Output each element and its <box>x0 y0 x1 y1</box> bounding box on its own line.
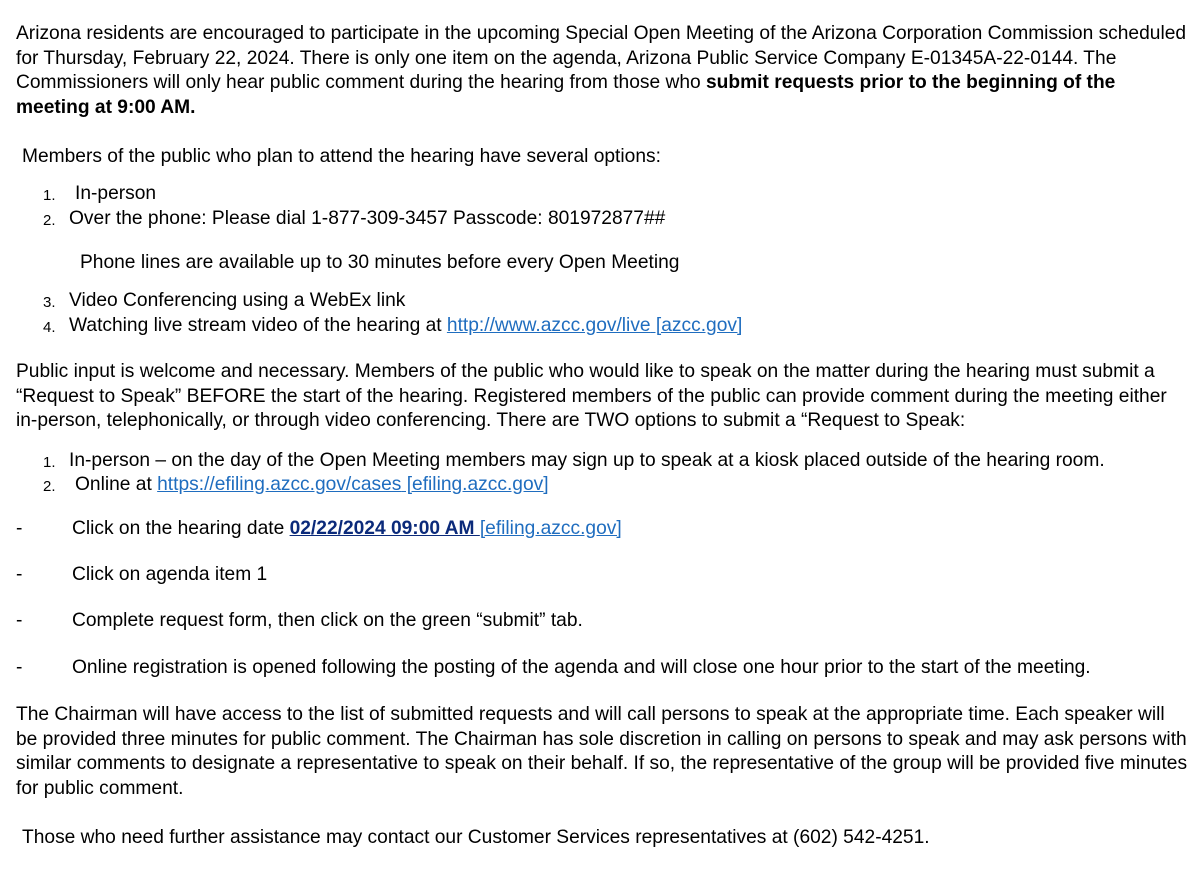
step-dash: - <box>16 564 23 585</box>
step-dash: - <box>16 657 23 678</box>
step-dash: - <box>16 610 23 631</box>
intro-bold-text: submit requests prior to the beginning of the meeting at 9:00 AM. <box>16 72 1116 118</box>
step-text: Click on agenda item 1 <box>72 564 268 585</box>
live-stream-link-suffix: [azcc.gov] <box>650 315 743 336</box>
list-number: 2. <box>43 212 56 229</box>
hearing-date-link[interactable]: 02/22/2024 09:00 AM <box>289 518 480 539</box>
contact-paragraph: Those who need further assistance may contact our Customer Services representatives at (602) 542-4251. <box>22 827 930 848</box>
list-text: In-person – on the day of the Open Meeting members may sign up to speak at a kiosk placed outside of the hearing room. <box>69 450 1105 471</box>
list-number: 2. <box>43 478 56 495</box>
efiling-cases-link[interactable] <box>157 474 548 495</box>
list-number: 1. <box>43 454 56 471</box>
list-number: 1. <box>43 187 56 204</box>
list-text: Over the phone: Please dial 1-877-309-3457 Passcode: 801972877## <box>69 208 666 229</box>
step-dash: - <box>16 518 23 539</box>
efiling-cases-link-text: https://efiling.azcc.gov/cases <box>157 474 402 495</box>
live-stream-link[interactable] <box>447 315 742 336</box>
step-text-with-link <box>72 517 622 542</box>
public-input-paragraph: Public input is welcome and necessary. Members of the public who would like to speak on the matter during the hearing must submit a “Request to Speak” BEFORE the start of the hearing. Registered members of the public can provide comment during the meeting either in-person, telephonically, or through video conferencing. There are TWO options to submit a “Request to Speak: <box>16 361 1167 431</box>
intro-paragraph <box>16 22 1191 120</box>
step-text: Online registration is opened following the posting of the agenda and will close one hour prior to the start of the meeting. <box>72 657 1091 678</box>
efiling-cases-link-suffix: [efiling.azcc.gov] <box>401 474 549 495</box>
chairman-paragraph: The Chairman will have access to the list of submitted requests and will call persons to speak at the appropriate time. Each speaker will be provided three minutes for public comment. The Chairman has sole discretion in calling on persons to speak and may ask persons with similar comments to designate a representative to speak on their behalf. If so, the representative of the group will be provided five minutes for public comment. <box>16 704 1188 799</box>
phone-note: Phone lines are available up to 30 minutes before every Open Meeting <box>80 252 680 273</box>
list-text: Watching live stream video of the hearing at <box>69 315 447 336</box>
hearing-date-link-suffix[interactable]: [efiling.azcc.gov] <box>479 518 622 539</box>
step-text: Complete request form, then click on the green “submit” tab. <box>72 610 583 631</box>
list-number: 4. <box>43 319 56 336</box>
live-stream-link-text: http://www.azcc.gov/live <box>446 315 651 336</box>
list-text-with-link <box>69 314 742 339</box>
list-text: Online at <box>75 474 158 495</box>
list-text: In-person <box>75 183 157 204</box>
intro-text: Arizona residents are encouraged to participate in the upcoming Special Open Meeting of the Arizona Corporation Commission scheduled for Thursday, February 22, 2024. There is only one item on the agenda, Arizona Public Service Company E-01345A-22-0144. The Commissioners will only hear public comment during the hearing from those who <box>16 23 1187 93</box>
options-intro: Members of the public who plan to attend the hearing have several options: <box>22 146 661 167</box>
list-text: Video Conferencing using a WebEx link <box>69 290 406 311</box>
list-text-with-link <box>75 473 549 498</box>
list-number: 3. <box>43 294 56 311</box>
step-text: Click on the hearing date <box>72 518 290 539</box>
